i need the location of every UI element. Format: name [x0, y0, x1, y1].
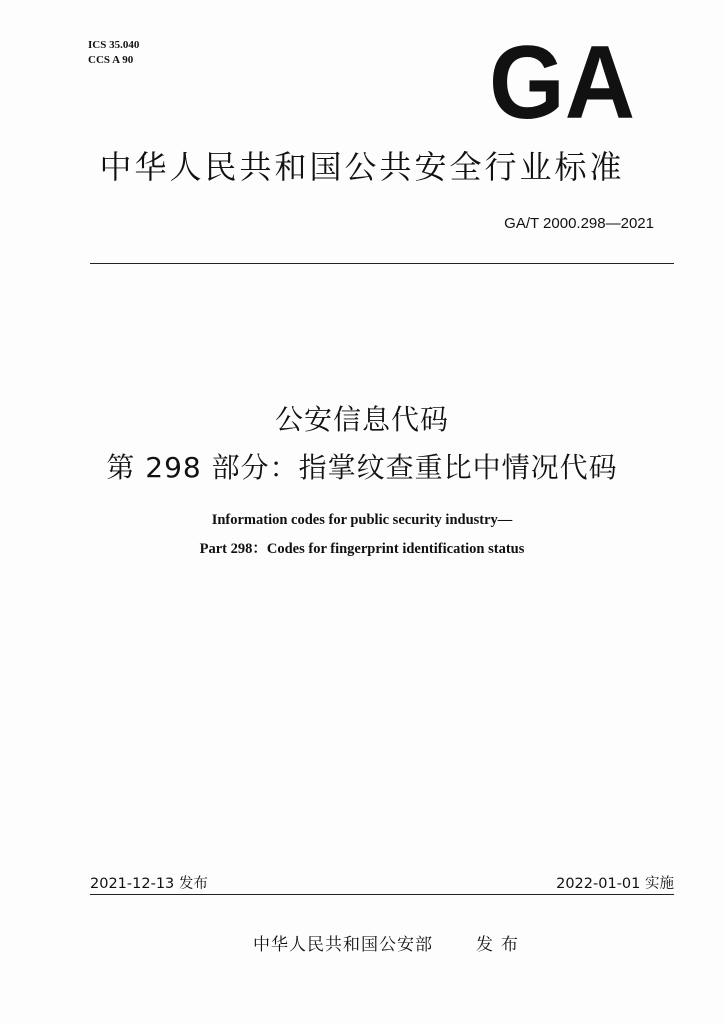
title-zh-part: 第 298 部分：指掌纹查重比中情况代码: [106, 451, 618, 484]
publisher-name: 中华人民共和国公安部: [253, 935, 433, 955]
header-divider: [90, 263, 674, 264]
classification-codes: [88, 38, 139, 68]
ics-code: ICS 35.040: [88, 39, 140, 51]
title-en-main: Information codes for public security industry—: [211, 512, 513, 528]
standard-number: GA/T 2000.298—2021: [504, 215, 654, 232]
standard-category-title: 中华人民共和国公共安全行业标准: [99, 148, 625, 186]
footer-divider: [90, 894, 674, 895]
ga-logo: [487, 30, 637, 130]
implementation-date: 2022-01-01 实施: [556, 876, 674, 892]
title-zh-main: 公安信息代码: [274, 403, 449, 436]
issue-date: 2021-12-13 发布: [90, 876, 208, 892]
logo-text: GA: [489, 30, 635, 130]
title-en-part: Part 298：Codes for fingerprint identification status: [199, 541, 525, 557]
publish-label: 发布: [476, 935, 526, 955]
ccs-code: CCS A 90: [88, 54, 134, 66]
